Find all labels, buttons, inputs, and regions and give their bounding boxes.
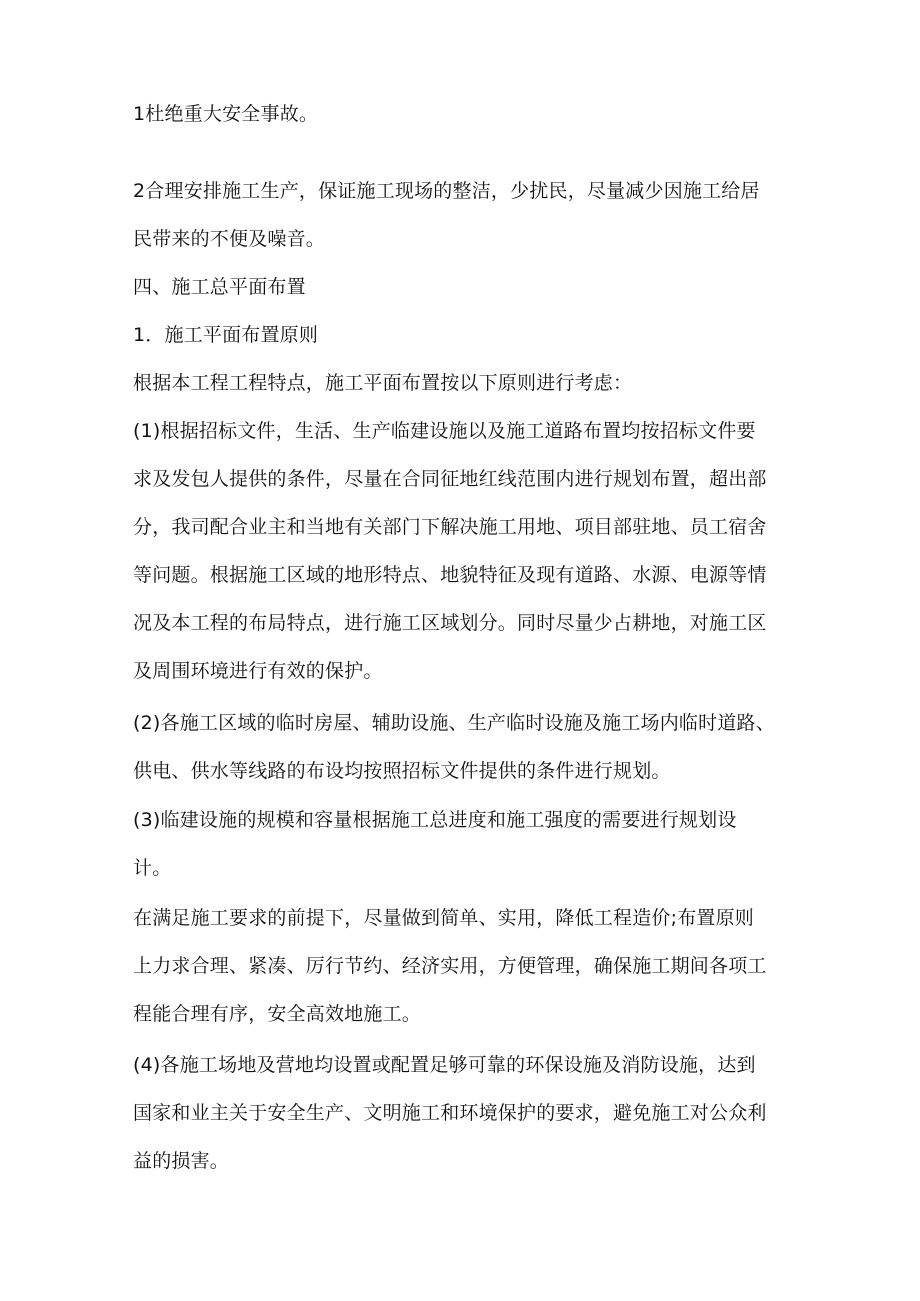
para-goal-2-line-1: 2合理安排施工生产，保证施工现场的整洁，少扰民，尽量减少因施工给居 (133, 180, 760, 202)
para-goal-2-line-2: 民带来的不便及噪音。 (133, 228, 326, 250)
para-intro-line-1: 根据本工程工程特点，施工平面布置按以下原则进行考虑： (133, 372, 633, 394)
para-item-1-line-5: 况及本工程的布局特点，进行施工区域划分。同时尽量少占耕地，对施工区 (133, 612, 767, 634)
subheading-1: 1．施工平面布置原则 (133, 324, 319, 346)
para-item-1-line-2: 求及发包人提供的条件，尽量在合同征地红线范围内进行规划布置，超出部 (133, 468, 767, 490)
para-goal-1-line-1: 1杜绝重大安全事故。 (133, 103, 319, 125)
para-item-4-line-3: 益的损害。 (133, 1150, 230, 1172)
para-item-3-cont-line-2: 上力求合理、紧凑、厉行节约、经济实用，方便管理，确保施工期间各项工 (133, 955, 767, 977)
para-item-3-cont-line-3: 程能合理有序，安全高效地施工。 (133, 1003, 422, 1025)
para-item-4-line-1: (4)各施工场地及营地均设置或配置足够可靠的环保设施及消防设施，达到 (133, 1054, 756, 1076)
para-item-3-line-1: (3)临建设施的规模和容量根据施工总进度和施工强度的需要进行规划设 (133, 809, 737, 831)
para-item-1-line-3: 分，我司配合业主和当地有关部门下解决施工用地、项目部驻地、员工宿舍 (133, 516, 767, 538)
para-item-1-line-6: 及周围环境进行有效的保护。 (133, 660, 383, 682)
para-item-3-line-2: 计。 (133, 857, 172, 879)
para-item-4-line-2: 国家和业主关于安全生产、文明施工和环境保护的要求，避免施工对公众利 (133, 1102, 767, 1124)
para-item-1-line-1: (1)根据招标文件，生活、生产临建设施以及施工道路布置均按招标文件要 (133, 420, 756, 442)
para-item-3-cont-line-1: 在满足施工要求的前提下，尽量做到简单、实用，降低工程造价;布置原则 (133, 907, 755, 929)
para-item-1-line-4: 等问题。根据施工区域的地形特点、地貌特征及现有道路、水源、电源等情 (133, 564, 767, 586)
section-heading-4: 四、施工总平面布置 (133, 276, 306, 298)
para-item-2-line-1: (2)各施工区域的临时房屋、辅助设施、生产临时设施及施工场内临时道路、 (133, 712, 775, 734)
para-item-2-line-2: 供电、供水等线路的布设均按照招标文件提供的条件进行规划。 (133, 760, 671, 782)
